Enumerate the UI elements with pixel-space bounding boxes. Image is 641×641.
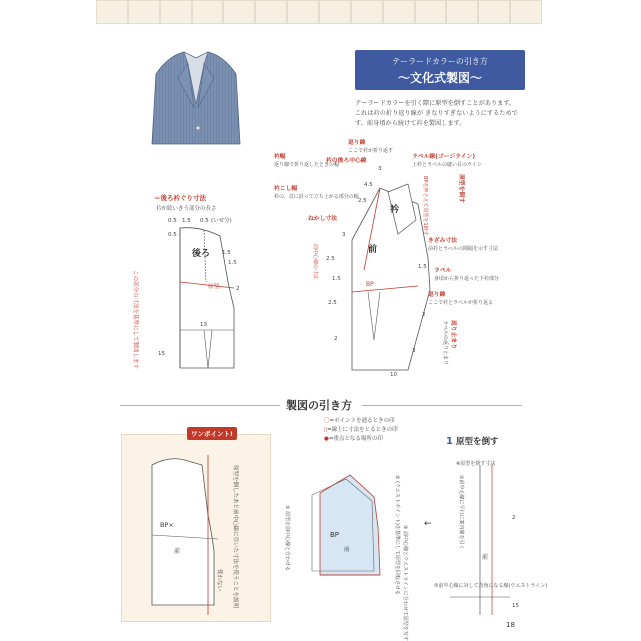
- dim: 1.5: [228, 260, 237, 266]
- callout-body: ここで衿が折り返す: [348, 148, 394, 154]
- dim: 15: [512, 603, 519, 609]
- step1-note-2: ②前中心線に対して直角になる線(ウエストライン): [434, 583, 548, 589]
- intro-line: これは衿の折り返り線が きなりすぎないようにするためで: [355, 110, 518, 117]
- callout-head: 返り止まり: [450, 320, 456, 349]
- decorative-top-strip: [96, 0, 542, 24]
- back-title: ＝後ろ衿ぐり寸法: [154, 194, 206, 202]
- title-box: [355, 50, 525, 90]
- back-subtitle: 衿が続いきう部分の長さ: [156, 206, 217, 212]
- lp-note: 原型を倒したあと前中心線に引いた寸法を使うことを説明: [232, 465, 238, 609]
- dim: 3: [342, 232, 346, 238]
- callout-body: 身頃から折り返った下衿部分: [434, 276, 500, 282]
- back-label: 後ろ: [192, 249, 211, 259]
- section-divider-right: [362, 405, 522, 406]
- dim: 0.5: [168, 218, 177, 224]
- section-divider-left: [120, 405, 280, 406]
- dim: 2: [236, 286, 240, 292]
- intro-line: テーラードカラーを引く際に原型を倒すことがあります。: [355, 100, 516, 107]
- step-1-title: 1 原型を倒す: [446, 436, 499, 447]
- dim: 2: [334, 336, 338, 342]
- callout-head: 衿幅: [274, 154, 286, 160]
- dim: 13: [200, 322, 207, 328]
- lp-front: 前: [174, 548, 181, 555]
- legend-item: ▯=線上に寸法をとるときの印: [324, 427, 398, 433]
- dim: 0.5: [200, 218, 209, 224]
- rotated-bodice-draft: [280, 455, 412, 641]
- callout-head: 衿の後ろ中心線: [326, 158, 367, 164]
- title-line1: テーラードカラーの引き方: [392, 57, 488, 66]
- dim: 10: [390, 372, 397, 378]
- front-bodice-draft: [268, 140, 518, 385]
- callout-head: 衿こし幅: [274, 186, 298, 192]
- front-vertical-note: 前中心線の寸法: [312, 244, 318, 280]
- callout-head: ラペル: [434, 268, 452, 274]
- dim: 1.5: [182, 218, 191, 224]
- one-point-panel: [121, 434, 271, 622]
- dim: 2.5: [326, 256, 335, 262]
- intro-line: す。前身頃から続けて衿を製図します。: [355, 120, 466, 127]
- callout-head: ねかし寸法: [308, 216, 337, 222]
- lp-bp: BP×: [160, 521, 174, 529]
- legend-item: 〇=ポイントを通るときの印: [324, 418, 395, 424]
- callout-body: 上衿とラペルの縫い目のライン: [412, 162, 482, 168]
- callout-head: 原型を倒す: [458, 174, 464, 203]
- back-bodice-draft: [120, 190, 250, 390]
- one-point-diagram: [122, 435, 270, 621]
- section-title: 製図の引き方: [286, 399, 352, 412]
- step-b: ② (ウエストポイント)を基準にして原型を回転させる: [394, 475, 400, 595]
- intro-text: [355, 99, 530, 129]
- step-a: ① 原型を前中心線と合わせる: [284, 505, 290, 572]
- arrow-left-icon: ←: [424, 519, 432, 529]
- step1-top-note: ※原型を倒す寸法: [456, 461, 496, 467]
- step1-draft: [430, 455, 548, 621]
- dim: 2.5: [328, 300, 337, 306]
- callout-body: 衿の、首に沿って立ち上がる部分の幅: [274, 194, 359, 200]
- page-number: 18: [506, 621, 515, 629]
- lp-note-b: 使わない: [216, 569, 222, 592]
- callout-head: 返り線: [428, 292, 446, 298]
- legend-item: ●=重点となる場所の印: [324, 436, 383, 442]
- dim: 2: [512, 515, 516, 521]
- dim: 0.5: [168, 232, 177, 238]
- callout-body: 返り線で折り返したときの幅: [274, 162, 340, 168]
- title-line2: 〜文化式製図〜: [397, 71, 482, 85]
- front-label: 前: [368, 245, 378, 255]
- bp-label: BP: [366, 281, 374, 288]
- step-c: ③ 前中心線とウエストラインに合わせて原型を写す: [402, 525, 408, 641]
- dim: 2: [422, 312, 426, 318]
- dim: 2.5: [358, 198, 367, 204]
- callout-body: 前衿とラペルの間隔を示す寸法: [428, 246, 499, 252]
- dim: 1.5: [222, 250, 231, 256]
- callout-body: ラペルの返り止まり: [442, 320, 448, 366]
- dim: 3: [412, 348, 416, 354]
- callout-head: 返り線: [348, 140, 366, 146]
- collar-label: 衿: [390, 205, 400, 215]
- jacket-illustration: [148, 44, 244, 146]
- rotated-front: 前: [344, 547, 350, 553]
- callout-body: ここで衿とラペルが折り返る: [428, 300, 494, 306]
- step1-note-1: ①前中心線に平行に案内線を引く: [458, 475, 464, 550]
- back-waist-note: 原型: [208, 284, 220, 290]
- dim: 4.5: [364, 182, 373, 188]
- back-vertical-note: この部分の寸法を基準にして製図します: [132, 270, 138, 370]
- bp-note: BPを押さえて原型を1倒す: [422, 176, 428, 236]
- one-point-badge: ワンポイント!: [187, 427, 237, 440]
- callout-head: ラペル線(ゴージライン): [412, 154, 475, 160]
- callout-head: きざみ寸法: [428, 238, 457, 244]
- dim: 1.5: [332, 276, 341, 282]
- step1-front: 前: [482, 554, 489, 561]
- dim: 1.5: [418, 264, 427, 270]
- legend: [324, 417, 398, 444]
- dim: 3: [378, 166, 382, 172]
- dim: (いせ分): [211, 218, 232, 224]
- dim: 15: [158, 351, 165, 357]
- rotated-bp: BP: [330, 531, 340, 539]
